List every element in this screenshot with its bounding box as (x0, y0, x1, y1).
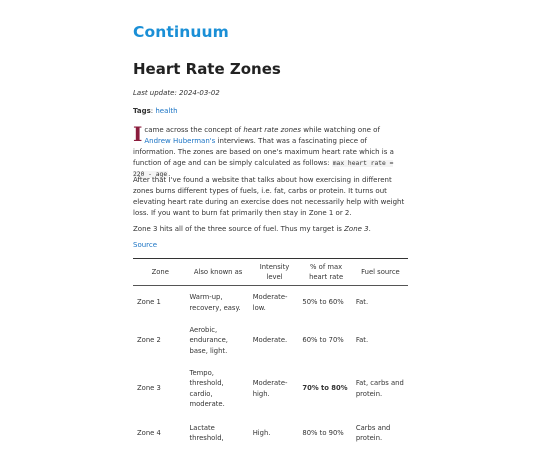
intro-text-3: interviews. That was a fascinating piece of information. The zones are based on one's maximum heart rate which is a function of age and can be simply calculated as follows: (133, 137, 394, 167)
intro-text-1: came across the concept of (144, 126, 244, 134)
intro-text-2: while watching one of (301, 126, 380, 134)
zone-cell: Zone 3 (137, 384, 161, 393)
zone-cell: Zone 1 (137, 298, 161, 307)
fuel-cell: Carbs and protein. (355, 423, 391, 442)
percent-cell: 80% to 90% (302, 428, 344, 437)
aka-cell: Lactate threshold, (189, 423, 224, 442)
intro-paragraph (133, 122, 408, 180)
table-row (133, 415, 408, 451)
intensity-cell: Moderate-low. (252, 293, 288, 312)
percent-cell: 70% to 80% (302, 384, 348, 393)
percent-cell: 50% to 60% (302, 298, 344, 307)
third-text-1: Zone 3 hits all of the three source of fuel. Thus my target is (133, 225, 345, 233)
table-row (133, 319, 408, 362)
aka-cell: Tempo, threshold, cardio, moderate. (189, 368, 225, 408)
percent-cell: 60% to 70% (302, 336, 344, 345)
fuel-cell: Fat, carbs and protein. (355, 379, 404, 398)
heart-rate-zones-table (133, 258, 408, 451)
header-zone: Zone (133, 259, 187, 286)
table-row (133, 286, 408, 320)
tags-separator: : (150, 107, 156, 115)
second-paragraph: After that I've found a website that talks about how exercising in different zones burns different types of fuels, i.e. fat, carbs or protein. It turns out elevating heart rate during an exercise does not necessarily help with weight loss. If you want to burn fat primarily then stay in Zone 1 or 2. (133, 176, 405, 217)
tags-label: Tags (133, 107, 151, 115)
drop-cap: I (133, 122, 143, 146)
tag-link-health[interactable]: health (155, 107, 178, 115)
table-header-row (133, 259, 408, 286)
header-fuel-source: Fuel source (353, 259, 408, 286)
third-paragraph (133, 224, 408, 235)
header-intensity-level: Intensity level (250, 259, 300, 286)
aka-cell: Warm-up, recovery, easy. (189, 293, 241, 312)
table-row (133, 362, 408, 415)
third-emphasis: Zone 3 (344, 225, 369, 233)
source-link[interactable]: Source (133, 241, 158, 249)
formula-code: max heart rate = 220 - age (133, 160, 394, 178)
huberman-link[interactable]: Andrew Huberman's (144, 137, 216, 145)
third-text-2: . (368, 225, 371, 233)
site-logo[interactable]: Continuum (133, 23, 229, 41)
fuel-cell: Fat. (355, 298, 369, 307)
intro-text-4: . (168, 170, 171, 178)
header-also-known-as: Also known as (187, 259, 250, 286)
tags-line (133, 107, 178, 115)
intensity-cell: Moderate. (252, 336, 288, 345)
zone-cell: Zone 2 (137, 336, 161, 345)
intensity-cell: High. (252, 428, 271, 437)
page-title: Heart Rate Zones (133, 60, 281, 78)
zone-cell: Zone 4 (137, 428, 161, 437)
intensity-cell: Moderate-high. (252, 379, 288, 398)
aka-cell: Aerobic, endurance, base, light. (189, 326, 228, 355)
intro-emphasis: heart rate zones (243, 126, 302, 134)
last-update: Last update: 2024-03-02 (133, 89, 220, 97)
fuel-cell: Fat. (355, 336, 369, 345)
header-percent-max-heart-rate: % of max heart rate (299, 259, 352, 286)
